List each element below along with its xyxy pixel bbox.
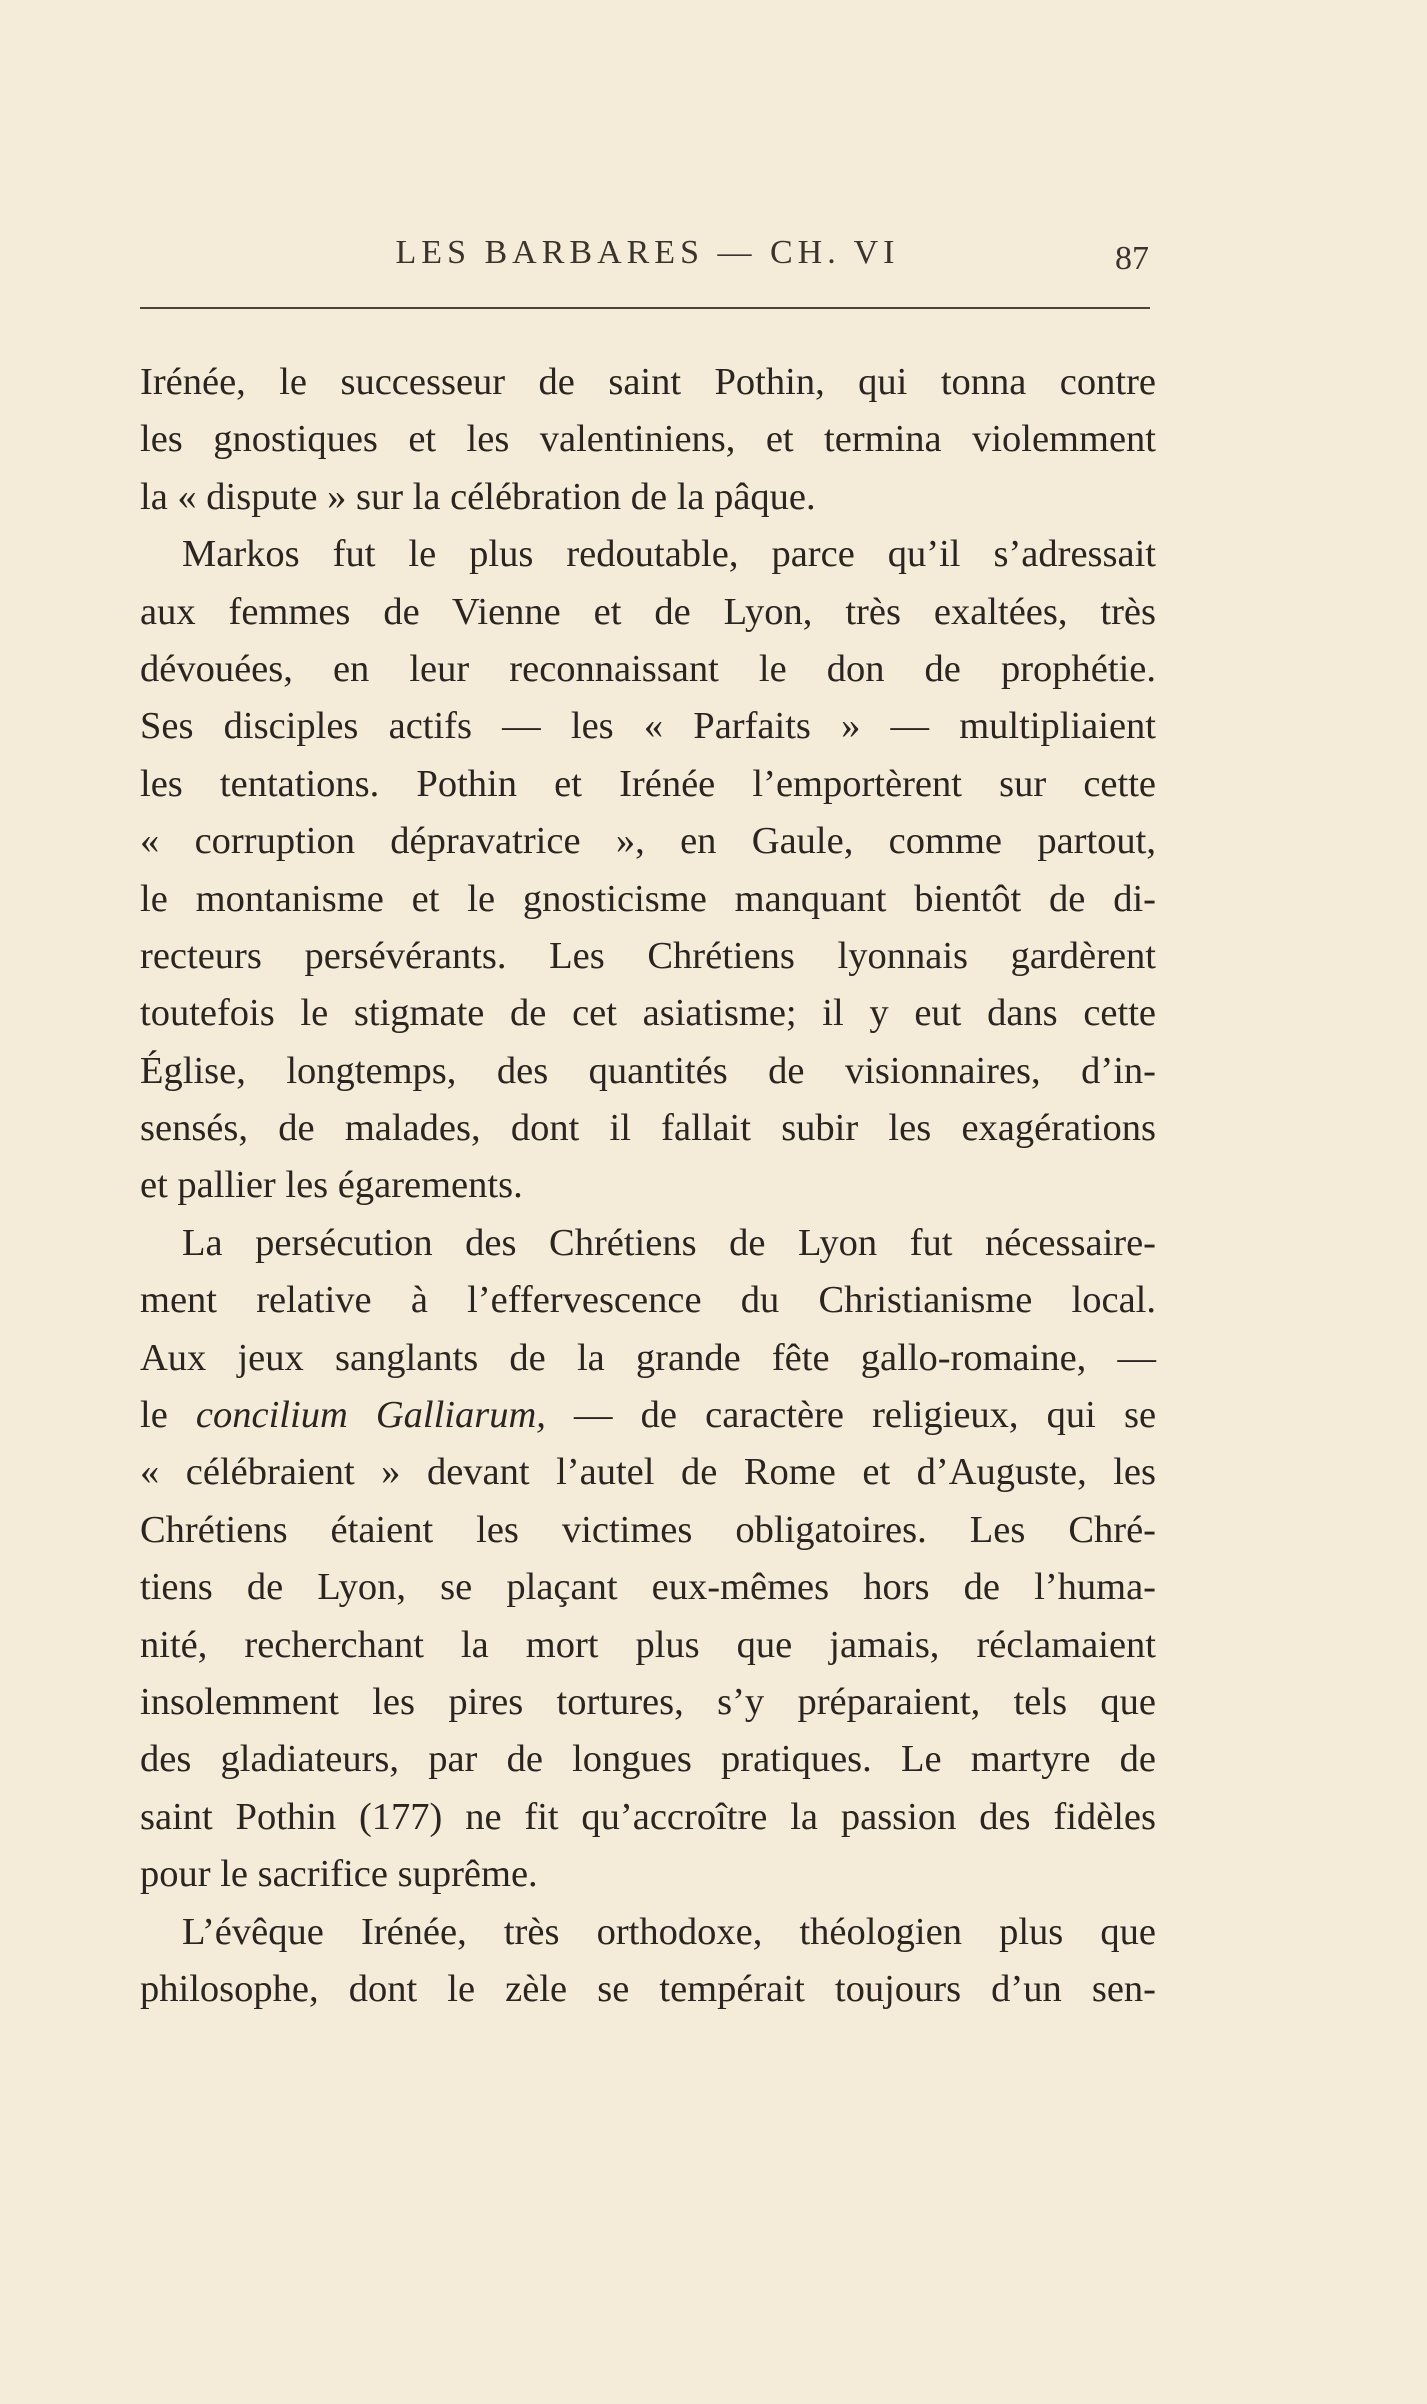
text-fragment: — de caractère religieux, qui se [574,1394,1157,1437]
text-line: aux femmes de Vienne et de Lyon, très exaltées, très [140,590,1156,633]
text-line: tiens de Lyon, se plaçant eux-mêmes hors de l’huma- [140,1566,1156,1609]
text-line: les tentations. Pothin et Irénée l’emportèrent sur cette [140,762,1156,805]
text-line-with-italic [140,1387,1156,1444]
text-line: La persécution des Chrétiens de Lyon fut nécessaire- [182,1221,1156,1264]
text-fragment: le [140,1394,168,1437]
text-line: « corruption dépravatrice », en Gaule, comme partout, [140,820,1156,863]
text-line: Aux jeux sanglants de la grande fête gallo-romaine, — [140,1336,1156,1379]
text-line: des gladiateurs, par de longues pratiques. Le martyre de [140,1738,1156,1781]
text-line: philosophe, dont le zèle se tempérait toujours d’un sen- [140,1967,1156,2010]
text-line: nité, recherchant la mort plus que jamais, réclamaient [140,1623,1156,1666]
text-line: ment relative à l’effervescence du Christianisme local. [140,1279,1156,1322]
header-rule [140,307,1150,309]
text-line: dévouées, en leur reconnaissant le don de prophétie. [140,647,1156,690]
page-number: 87 [1115,240,1149,277]
text-line: les gnostiques et les valentiniens, et termina violemment [140,418,1156,461]
body-text [140,354,1156,2018]
text-line: pour le sacrifice suprême. [140,1853,538,1896]
text-line: Irénée, le successeur de saint Pothin, qui tonna contre [140,361,1156,403]
text-line: saint Pothin (177) ne fit qu’accroître la passion des fidèles [140,1795,1156,1838]
text-line: « célébraient » devant l’autel de Rome et d’Auguste, les [140,1451,1156,1494]
text-line: L’évêque Irénée, très orthodoxe, théologien plus que [182,1910,1156,1953]
text-line: insolemment les pires tortures, s’y préparaient, tels que [140,1680,1156,1723]
text-line: Chrétiens étaient les victimes obligatoires. Les Chré- [140,1508,1156,1551]
text-line: Église, longtemps, des quantités de visionnaires, d’in- [140,1049,1156,1092]
text-line: la « dispute » sur la célébration de la pâque. [140,475,816,518]
italic-term: concilium Galliarum, [195,1394,546,1437]
text-line: toutefois le stigmate de cet asiatisme; il y eut dans cette [140,992,1156,1035]
running-title: LES BARBARES — CH. VI [395,234,900,271]
text-line: Markos fut le plus redoutable, parce qu’il s’adressait [182,533,1156,576]
text-line: recteurs persévérants. Les Chrétiens lyonnais gardèrent [140,934,1156,977]
text-line: sensés, de malades, dont il fallait subir les exagérations [140,1107,1156,1150]
page-header [140,228,1155,288]
text-line: le montanisme et le gnosticisme manquant bientôt de di- [140,877,1156,920]
text-line: et pallier les égarements. [140,1164,523,1207]
text-line: Ses disciples actifs — les « Parfaits » — multipliaient [140,705,1156,748]
